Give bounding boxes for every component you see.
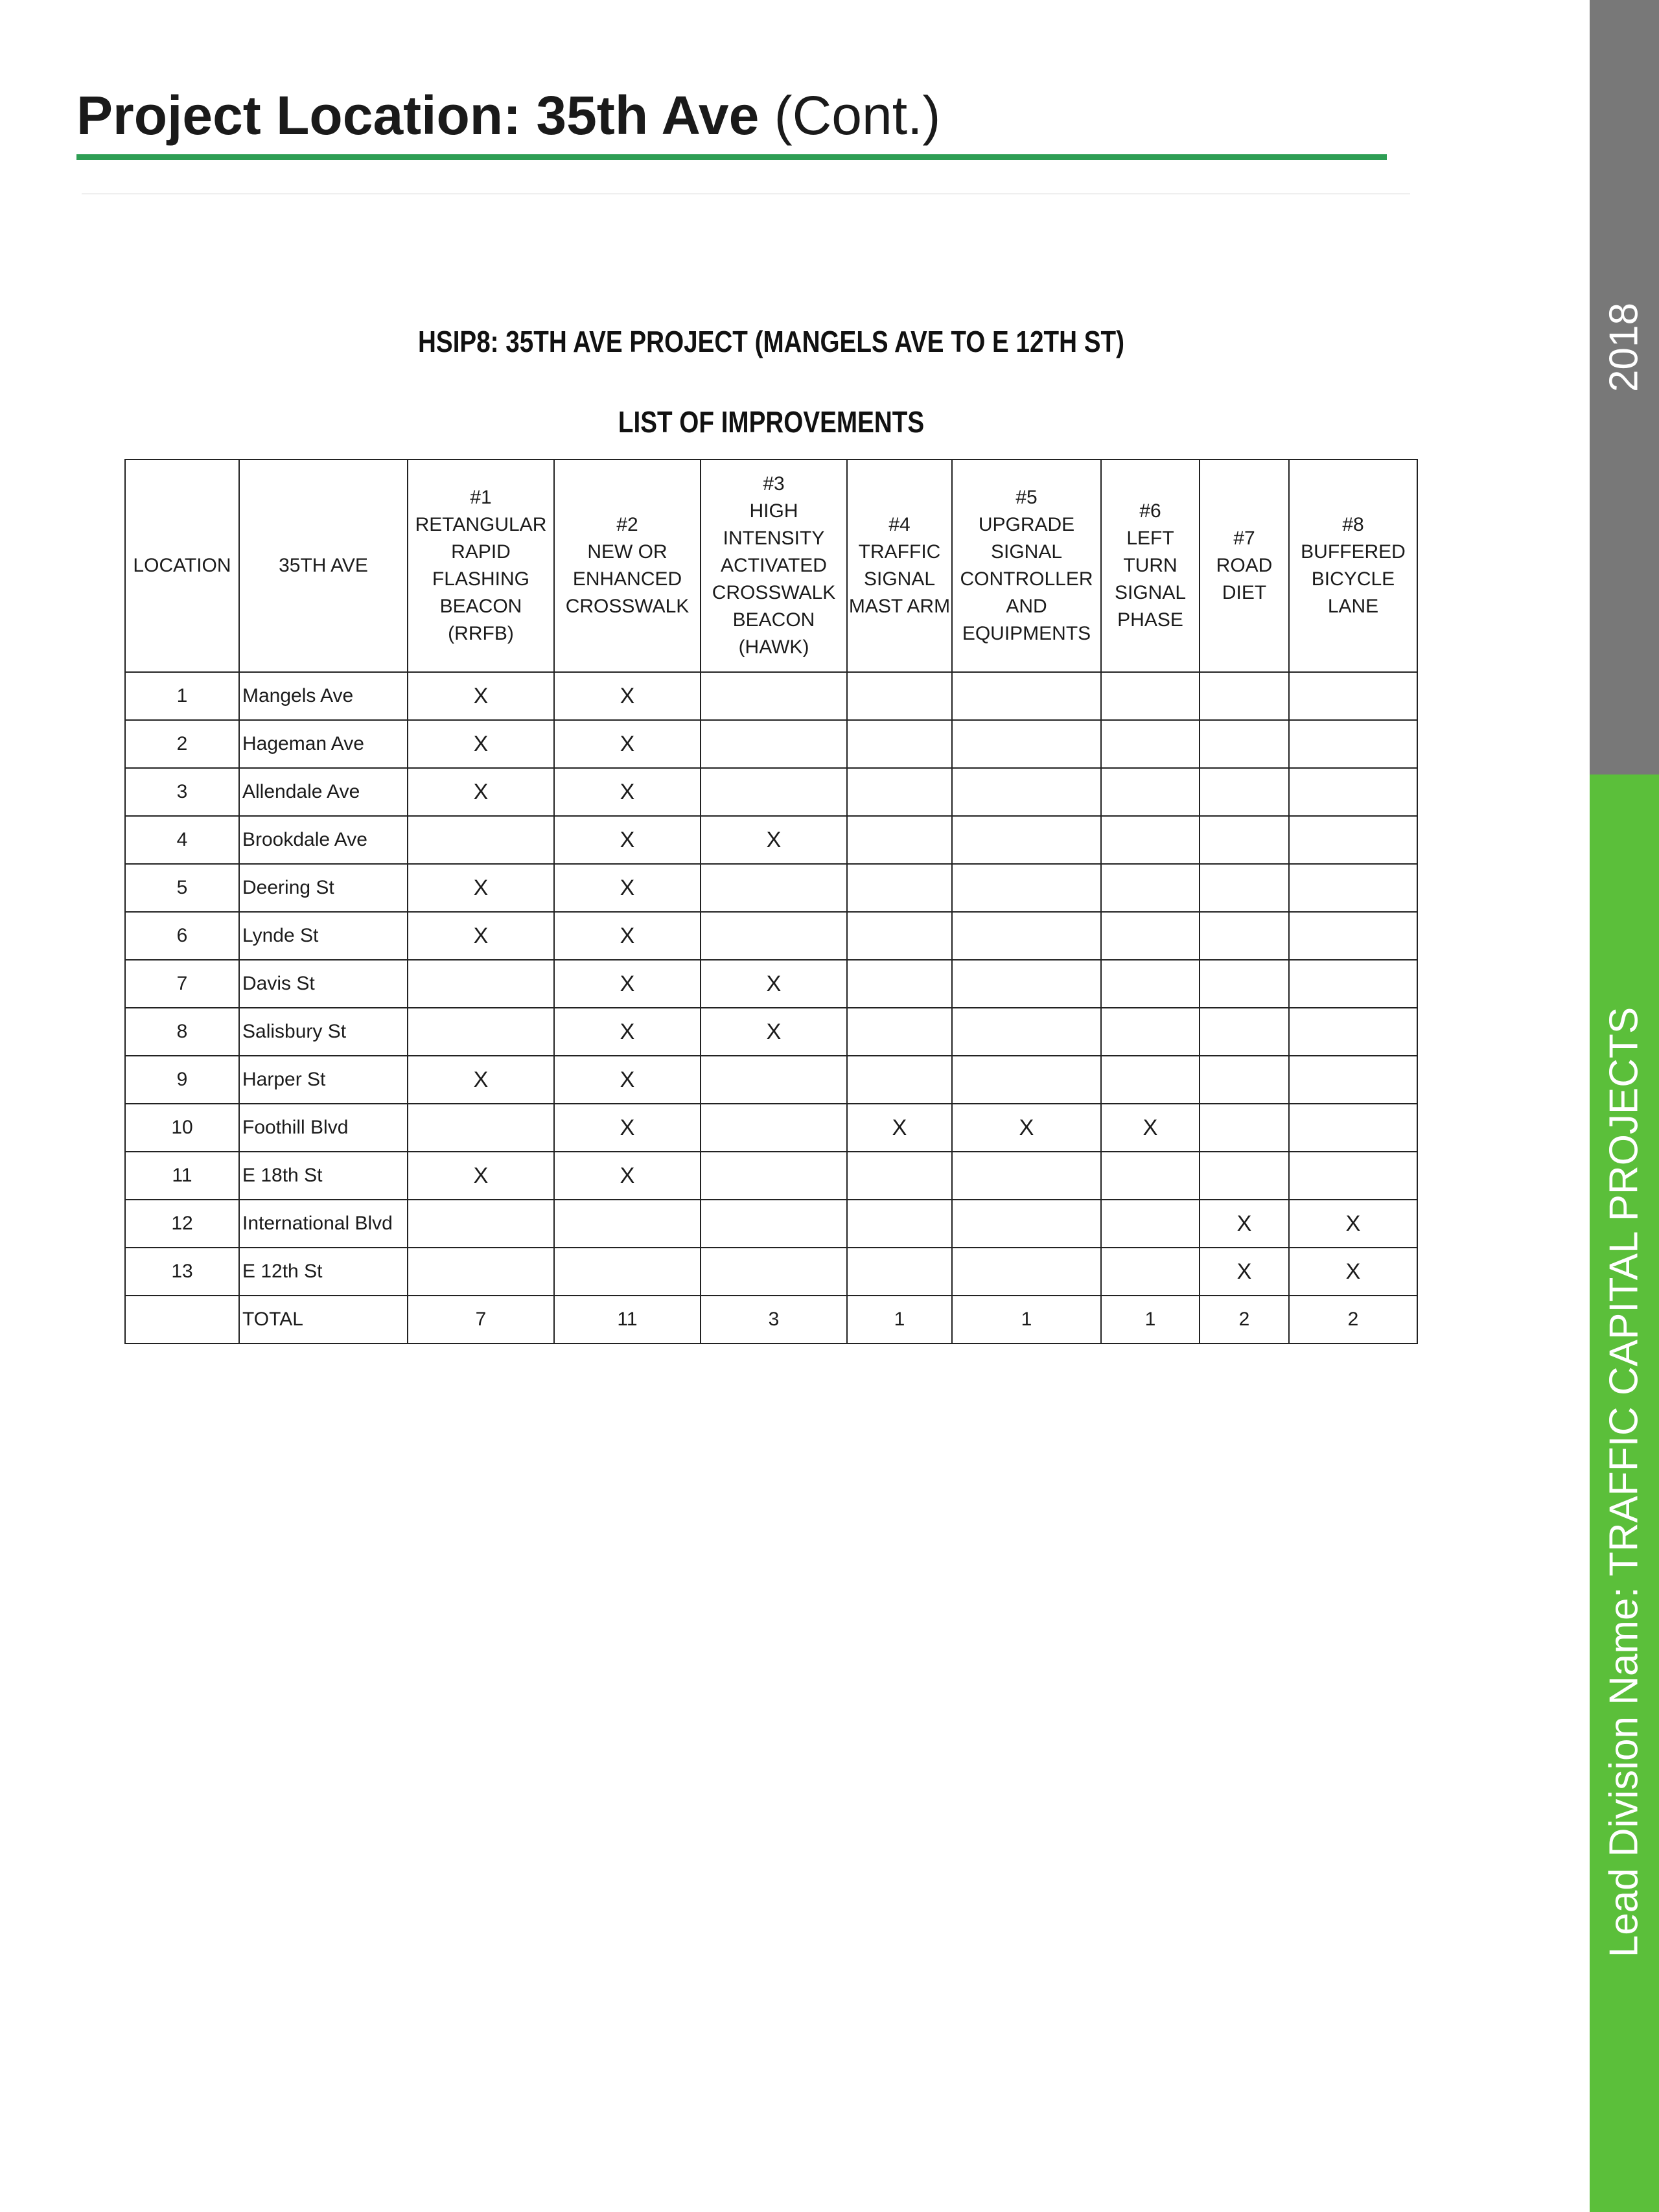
improvement-mark-cell — [952, 768, 1101, 816]
improvement-mark-cell — [408, 960, 554, 1008]
total-count-cell: 3 — [701, 1296, 847, 1344]
table-row — [125, 816, 1417, 864]
improvement-mark-cell — [701, 1104, 847, 1152]
column-header-line: #7 — [1233, 528, 1255, 549]
column-header-line: LOCATION — [133, 555, 231, 576]
improvement-mark-cell — [408, 816, 554, 864]
improvement-mark-cell — [1200, 1152, 1289, 1200]
improvement-mark-cell — [847, 1200, 952, 1248]
improvement-mark-cell: X — [408, 768, 554, 816]
improvement-mark-cell: X — [554, 1008, 701, 1056]
improvement-mark-cell: X — [554, 1056, 701, 1104]
page-title-suffix: (Cont.) — [774, 85, 941, 146]
street-name-cell: E 12th St — [239, 1248, 408, 1296]
improvement-mark-cell — [701, 768, 847, 816]
improvement-mark-cell — [1101, 1200, 1200, 1248]
total-count-cell: 1 — [952, 1296, 1101, 1344]
improvement-mark-cell — [847, 960, 952, 1008]
improvement-mark-cell — [1101, 672, 1200, 720]
location-number-cell: 3 — [125, 768, 239, 816]
column-header-line: #1 — [470, 487, 492, 508]
improvement-mark-cell — [1101, 720, 1200, 768]
improvement-mark-cell — [952, 720, 1101, 768]
total-count-cell: 2 — [1289, 1296, 1417, 1344]
improvement-mark-cell: X — [1289, 1248, 1417, 1296]
street-name-cell: Allendale Ave — [239, 768, 408, 816]
improvement-mark-cell — [952, 960, 1101, 1008]
column-header-line: ACTIVATED — [721, 555, 827, 576]
improvement-mark-cell — [1101, 960, 1200, 1008]
improvement-mark-cell: X — [554, 1104, 701, 1152]
street-name-cell: Mangels Ave — [239, 672, 408, 720]
improvement-mark-cell — [952, 1056, 1101, 1104]
improvement-mark-cell — [701, 1056, 847, 1104]
column-header — [239, 460, 408, 672]
column-header-line: INTENSITY — [723, 528, 825, 549]
improvement-mark-cell — [1101, 864, 1200, 912]
column-header-line: #3 — [763, 473, 785, 495]
improvement-mark-cell — [1289, 768, 1417, 816]
location-number-cell: 4 — [125, 816, 239, 864]
improvement-mark-cell — [1289, 1152, 1417, 1200]
location-number-cell — [125, 1296, 239, 1344]
column-header-line: BUFFERED — [1301, 541, 1406, 563]
total-count-cell: 7 — [408, 1296, 554, 1344]
improvement-mark-cell — [1200, 1104, 1289, 1152]
table-row — [125, 1200, 1417, 1248]
improvement-mark-cell — [701, 720, 847, 768]
column-header-line: LANE — [1327, 596, 1379, 617]
improvement-mark-cell: X — [1200, 1200, 1289, 1248]
column-header — [1101, 460, 1200, 672]
improvement-mark-cell: X — [847, 1104, 952, 1152]
improvement-mark-cell — [952, 816, 1101, 864]
document-subtitle: LIST OF IMPROVEMENTS — [618, 405, 925, 439]
location-number-cell: 8 — [125, 1008, 239, 1056]
table-row — [125, 1152, 1417, 1200]
improvement-mark-cell — [952, 864, 1101, 912]
street-name-cell: Foothill Blvd — [239, 1104, 408, 1152]
improvement-mark-cell — [1289, 720, 1417, 768]
table-row — [125, 672, 1417, 720]
improvement-mark-cell — [554, 1200, 701, 1248]
column-header-line: #8 — [1342, 514, 1364, 535]
improvement-mark-cell — [1200, 816, 1289, 864]
table-body — [125, 672, 1417, 1344]
column-header-line: DIET — [1222, 582, 1267, 603]
improvement-mark-cell — [701, 864, 847, 912]
improvement-mark-cell — [1101, 1248, 1200, 1296]
improvement-mark-cell: X — [701, 816, 847, 864]
column-header — [125, 460, 239, 672]
column-header-line: RAPID — [451, 541, 511, 563]
page-title — [76, 76, 940, 154]
column-header — [1200, 460, 1289, 672]
improvement-mark-cell — [952, 1248, 1101, 1296]
improvement-mark-cell — [1289, 816, 1417, 864]
table-header-row — [125, 460, 1417, 672]
improvement-mark-cell: X — [554, 960, 701, 1008]
improvement-mark-cell — [701, 912, 847, 960]
column-header-line: FLASHING — [432, 568, 530, 590]
improvement-mark-cell — [1289, 672, 1417, 720]
table-row — [125, 1248, 1417, 1296]
improvement-mark-cell — [1200, 672, 1289, 720]
street-name-cell: Davis St — [239, 960, 408, 1008]
column-header-line: ROAD — [1216, 555, 1273, 576]
location-number-cell: 12 — [125, 1200, 239, 1248]
column-header — [408, 460, 554, 672]
improvement-mark-cell — [701, 1200, 847, 1248]
improvement-mark-cell: X — [554, 864, 701, 912]
table-row — [125, 1104, 1417, 1152]
column-header-line: LEFT — [1126, 528, 1174, 549]
location-number-cell: 11 — [125, 1152, 239, 1200]
column-header-line: BEACON — [732, 609, 815, 631]
improvement-mark-cell: X — [408, 720, 554, 768]
total-count-cell: 11 — [554, 1296, 701, 1344]
column-header-line: (HAWK) — [738, 636, 809, 658]
improvement-mark-cell: X — [1101, 1104, 1200, 1152]
improvement-mark-cell — [1200, 768, 1289, 816]
improvement-mark-cell — [847, 912, 952, 960]
improvement-mark-cell: X — [554, 720, 701, 768]
improvement-mark-cell — [952, 672, 1101, 720]
street-name-cell: TOTAL — [239, 1296, 408, 1344]
column-header-line: #2 — [616, 514, 638, 535]
improvement-mark-cell: X — [408, 672, 554, 720]
improvement-mark-cell: X — [408, 1056, 554, 1104]
improvement-mark-cell — [1101, 1008, 1200, 1056]
column-header-line: AND — [1006, 596, 1047, 617]
column-header-line: MAST ARM — [848, 596, 951, 617]
column-header-line: BEACON (RRFB) — [439, 596, 522, 644]
location-number-cell: 6 — [125, 912, 239, 960]
column-header-line: NEW OR — [587, 541, 667, 563]
column-header-line: TRAFFIC — [858, 541, 941, 563]
column-header — [701, 460, 847, 672]
improvement-mark-cell — [408, 1200, 554, 1248]
improvement-mark-cell — [1101, 1056, 1200, 1104]
improvement-mark-cell: X — [952, 1104, 1101, 1152]
street-name-cell: Hageman Ave — [239, 720, 408, 768]
improvement-mark-cell — [1289, 912, 1417, 960]
improvement-mark-cell — [1101, 1152, 1200, 1200]
street-name-cell: Lynde St — [239, 912, 408, 960]
improvement-mark-cell — [1200, 864, 1289, 912]
street-name-cell: International Blvd — [239, 1200, 408, 1248]
improvement-mark-cell: X — [554, 1152, 701, 1200]
improvement-mark-cell: X — [554, 816, 701, 864]
improvement-mark-cell — [847, 1008, 952, 1056]
improvement-mark-cell — [952, 912, 1101, 960]
column-header-line: ENHANCED — [572, 568, 682, 590]
improvement-mark-cell — [701, 1248, 847, 1296]
improvement-mark-cell — [1289, 1104, 1417, 1152]
column-header-line: TURN — [1123, 555, 1178, 576]
column-header-line: SIGNAL — [990, 541, 1063, 563]
improvement-mark-cell — [1289, 864, 1417, 912]
table-row — [125, 768, 1417, 816]
column-header-line: CONTROLLER — [960, 568, 1093, 590]
column-header-line: EQUIPMENTS — [962, 623, 1091, 644]
column-header-line: #5 — [1015, 487, 1038, 508]
improvement-mark-cell — [1200, 1008, 1289, 1056]
street-name-cell: Brookdale Ave — [239, 816, 408, 864]
improvement-mark-cell — [847, 816, 952, 864]
improvement-mark-cell: X — [701, 1008, 847, 1056]
location-number-cell: 9 — [125, 1056, 239, 1104]
improvement-mark-cell — [554, 1248, 701, 1296]
improvement-mark-cell — [1289, 1008, 1417, 1056]
table-row — [125, 1008, 1417, 1056]
improvement-mark-cell — [952, 1152, 1101, 1200]
improvement-mark-cell — [1200, 960, 1289, 1008]
improvement-mark-cell — [1101, 912, 1200, 960]
improvement-mark-cell — [952, 1200, 1101, 1248]
improvement-mark-cell: X — [408, 1152, 554, 1200]
improvement-mark-cell — [847, 864, 952, 912]
location-number-cell: 7 — [125, 960, 239, 1008]
improvement-mark-cell — [847, 1056, 952, 1104]
column-header-line: BICYCLE — [1311, 568, 1395, 590]
location-number-cell: 1 — [125, 672, 239, 720]
improvement-mark-cell — [847, 768, 952, 816]
improvement-mark-cell: X — [408, 864, 554, 912]
street-name-cell: E 18th St — [239, 1152, 408, 1200]
column-header — [952, 460, 1101, 672]
title-underline — [76, 154, 1387, 160]
sidebar-division-name: Lead Division Name: TRAFFIC CAPITAL PROJECTS — [1601, 1007, 1647, 1958]
table-row — [125, 720, 1417, 768]
improvement-mark-cell — [1101, 768, 1200, 816]
improvement-mark-cell — [1289, 1056, 1417, 1104]
column-header — [847, 460, 952, 672]
street-name-cell: Harper St — [239, 1056, 408, 1104]
improvement-mark-cell — [1200, 720, 1289, 768]
total-row — [125, 1296, 1417, 1344]
improvement-mark-cell: X — [1200, 1248, 1289, 1296]
improvement-mark-cell — [847, 1248, 952, 1296]
street-name-cell: Salisbury St — [239, 1008, 408, 1056]
document-title: HSIP8: 35TH AVE PROJECT (MANGELS AVE TO E 12TH ST) — [418, 325, 1124, 358]
column-header-line: SIGNAL — [1114, 582, 1187, 603]
total-count-cell: 2 — [1200, 1296, 1289, 1344]
column-header-line: RETANGULAR — [415, 514, 547, 535]
improvement-mark-cell — [1200, 1056, 1289, 1104]
improvements-table — [124, 459, 1418, 1344]
improvement-mark-cell: X — [554, 912, 701, 960]
table-row — [125, 912, 1417, 960]
improvement-mark-cell: X — [701, 960, 847, 1008]
improvement-mark-cell — [847, 1152, 952, 1200]
improvement-mark-cell — [408, 1104, 554, 1152]
improvement-mark-cell — [1289, 960, 1417, 1008]
improvement-mark-cell — [408, 1248, 554, 1296]
column-header-line: 35TH AVE — [279, 555, 368, 576]
column-header-line: #4 — [888, 514, 911, 535]
improvement-mark-cell: X — [1289, 1200, 1417, 1248]
improvement-mark-cell — [847, 720, 952, 768]
improvement-mark-cell — [1200, 912, 1289, 960]
improvement-mark-cell: X — [554, 672, 701, 720]
improvement-mark-cell — [408, 1008, 554, 1056]
column-header-line: CROSSWALK — [712, 582, 836, 603]
column-header — [554, 460, 701, 672]
total-count-cell: 1 — [1101, 1296, 1200, 1344]
column-header-line: HIGH — [749, 500, 798, 522]
column-header-line: CROSSWALK — [565, 596, 690, 617]
improvement-mark-cell — [847, 672, 952, 720]
location-number-cell: 13 — [125, 1248, 239, 1296]
header-divider — [82, 193, 1410, 194]
table-row — [125, 960, 1417, 1008]
improvement-mark-cell — [1101, 816, 1200, 864]
improvement-mark-cell — [701, 1152, 847, 1200]
location-number-cell: 5 — [125, 864, 239, 912]
total-count-cell: 1 — [847, 1296, 952, 1344]
column-header — [1289, 460, 1417, 672]
improvement-mark-cell: X — [554, 768, 701, 816]
street-name-cell: Deering St — [239, 864, 408, 912]
location-number-cell: 2 — [125, 720, 239, 768]
improvement-mark-cell: X — [408, 912, 554, 960]
page-title-main: Project Location: 35th Ave — [76, 85, 760, 146]
table-row — [125, 1056, 1417, 1104]
table-row — [125, 864, 1417, 912]
column-header-line: #6 — [1139, 500, 1161, 522]
improvement-mark-cell — [952, 1008, 1101, 1056]
location-number-cell: 10 — [125, 1104, 239, 1152]
column-header-line: SIGNAL — [863, 568, 936, 590]
improvement-mark-cell — [701, 672, 847, 720]
column-header-line: UPGRADE — [978, 514, 1075, 535]
column-header-line: PHASE — [1117, 609, 1183, 631]
sidebar-year: 2018 — [1601, 303, 1647, 392]
